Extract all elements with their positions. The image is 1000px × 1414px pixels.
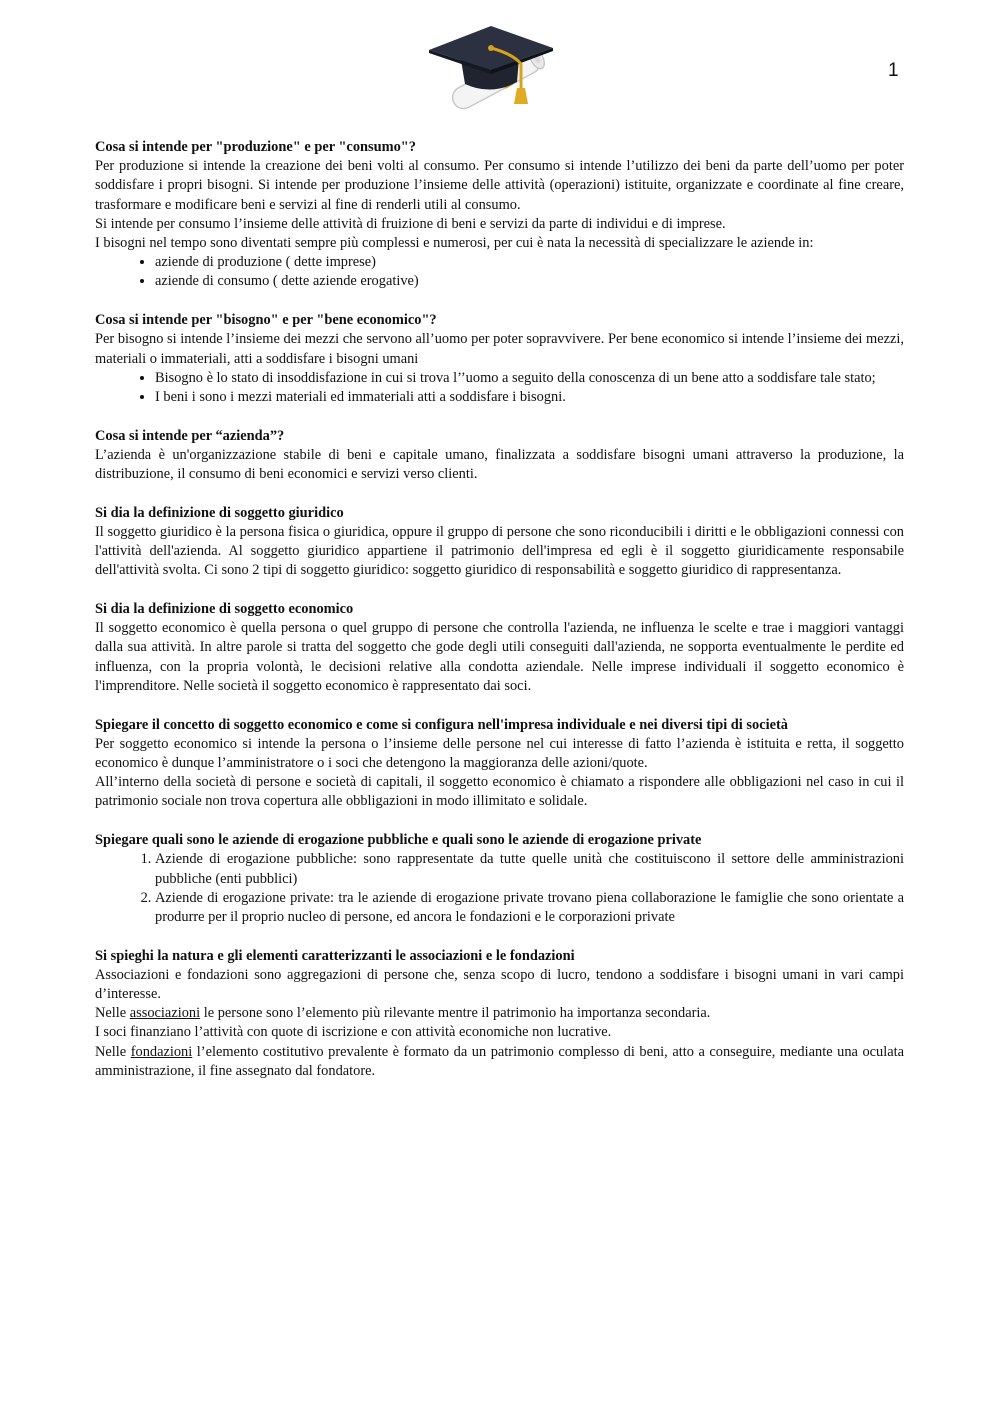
section-title: Si spieghi la natura e gli elementi caratterizzanti le associazioni e le fondazioni xyxy=(95,947,575,964)
numbered-list xyxy=(95,850,904,927)
text-run: le persone sono l’elemento più rilevante mentre il patrimonio ha importanza secondaria. xyxy=(200,1005,711,1022)
text-run: Nelle xyxy=(95,1005,130,1022)
section-title: Cosa si intende per "produzione" e per "consumo"? xyxy=(95,139,416,155)
section-title: Spiegare quali sono le aziende di erogazione pubbliche e quali sono le aziende di erogazione private xyxy=(95,832,702,849)
underlined-term: fondazioni xyxy=(130,1043,193,1060)
section-title: Cosa si intende per “azienda”? xyxy=(95,427,285,444)
underlined-term: associazioni xyxy=(129,1005,201,1022)
section-title: Si dia la definizione di soggetto giuridico xyxy=(95,504,344,521)
text-run: l’elemento costitutivo prevalente è formato da un patrimonio complesso di beni, atto a conseguire, mediante una oculata amministrazione, il fine assegnato dal fondatore. xyxy=(95,1043,904,1079)
graduation-cap-diploma-icon xyxy=(425,20,557,112)
list-item: • aziende di produzione ( dette imprese) xyxy=(155,253,904,272)
paragraph-fondazioni xyxy=(95,1043,904,1081)
paragraph: All’interno della società di persone e società di capitali, il soggetto economico è chiamato a rispondere alle obbligazioni nel caso in cui il patrimonio sociale non trova copertura alle obbligazioni in modo illimitato e solidale. xyxy=(95,774,904,810)
paragraph: I bisogni nel tempo sono diventati sempre più complessi e numerosi, per cui è nata la necessità di specializzare le aziende in: xyxy=(95,235,814,252)
paragraph: Per soggetto economico si intende la persona o l’insieme delle persone nel cui interesse di fatto l’azienda è istituita e retta, il soggetto economico è dunque l’amministratore o i soci che detengono la maggioranza delle azioni/quote. xyxy=(95,735,904,771)
paragraph: Per bisogno si intende l’insieme dei mezzi che servono all’uomo per poter sopravvivere. Per bene economico si intende l’insieme dei mezzi, materiali o immateriali, atti a soddisfare i bisogni umani xyxy=(95,331,904,367)
paragraph-associazioni xyxy=(95,1004,904,1023)
list-item: • aziende di consumo ( dette aziende erogative) xyxy=(155,272,904,291)
paragraph: Per produzione si intende la creazione dei beni volti al consumo. Per consumo si intende l’utilizzo dei beni da parte dell’uomo per poter soddisfare i propri bisogni. Si intende per produzione l’insieme delle attività (operazioni) istituite, organizzate e coordinate al fine creare, trasformare e modificare beni e servizi al fine di renderli utili al consumo. xyxy=(95,158,904,213)
paragraph: Associazioni e fondazioni sono aggregazioni di persone che, senza scopo di lucro, tendono a soddisfare i bisogni umani in vari campi d’interesse. xyxy=(95,966,904,1003)
paragraph: I soci finanziano l’attività con quote di iscrizione e con attività economiche non lucrative. xyxy=(95,1024,612,1041)
section-associazioni-fondazioni xyxy=(95,947,904,1081)
section-soggetto-giuridico xyxy=(95,504,904,581)
paragraph: Si intende per consumo l’insieme delle attività di fruizione di beni e servizi da parte di individui e di imprese. xyxy=(95,215,726,232)
paragraph: Il soggetto giuridico è la persona fisica o giuridica, oppure il gruppo di persone che sono riconducibili i diritti e le obbligazioni connessi con l'attività dell'azienda. Al soggetto giuridico appartiene il patrimonio dell'impresa ed egli è il soggetto giuridicamente responsabile dell'attività svolta. Ci sono 2 tipi di soggetto giuridico: soggetto giuridico di responsabilità e soggetto giuridico di rappresentanza. xyxy=(95,523,904,579)
section-concetto-soggetto-economico xyxy=(95,716,904,812)
section-bisogno-bene xyxy=(95,311,904,407)
section-title: Cosa si intende per "bisogno" e per "bene economico"? xyxy=(95,312,437,329)
list-item: • I beni i sono i mezzi materiali ed immateriali atti a soddisfare i bisogni. xyxy=(155,388,904,407)
document-body xyxy=(95,138,904,1101)
list-item: • Bisogno è lo stato di insoddisfazione in cui si trova l’’uomo a seguito della conoscenza di un bene atto a soddisfare tale stato; xyxy=(155,369,904,388)
paragraph: Il soggetto economico è quella persona o quel gruppo di persone che controlla l'azienda, ne influenza le scelte e trae i maggiori vantaggi dalla sua attività. In altre parole si tratta del soggetto che gode degli utili conseguiti dall'azienda, ne sopporta eventualmente le perdite ed influenza, con la propria volontà, le decisioni relative alla condotta aziendale. Nelle imprese individuali il soggetto economico è l'imprenditore. Nelle società il soggetto economico è rappresentato dai soci. xyxy=(95,620,904,694)
list-item: 2. Aziende di erogazione private: tra le aziende di erogazione private trovano piena collaborazione le famiglie che sono orientate a produrre per il proprio nucleo di persone, ed ancora le fondazioni e le corporazioni private xyxy=(155,889,904,927)
bullet-list xyxy=(95,369,904,407)
section-soggetto-economico xyxy=(95,600,904,696)
list-item: 1. Aziende di erogazione pubbliche: sono rappresentate da tutte quelle unità che costituiscono il settore delle amministrazioni pubbliche (enti pubblici) xyxy=(155,850,904,888)
paragraph: L’azienda è un'organizzazione stabile di beni e capitale umano, finalizzata a soddisfare bisogni umani attraverso la produzione, la distribuzione, il consumo di beni economici e servizi verso clienti. xyxy=(95,446,904,483)
text-run: Nelle xyxy=(95,1043,131,1060)
section-azienda xyxy=(95,427,904,485)
section-produzione-consumo xyxy=(95,138,904,292)
bullet-list xyxy=(95,253,904,291)
section-title: Spiegare il concetto di soggetto economico e come si configura nell'impresa individuale e nei diversi tipi di società xyxy=(95,716,788,733)
page-number: 1 xyxy=(888,60,899,81)
section-aziende-erogazione xyxy=(95,831,904,927)
section-title: Si dia la definizione di soggetto economico xyxy=(95,601,354,618)
